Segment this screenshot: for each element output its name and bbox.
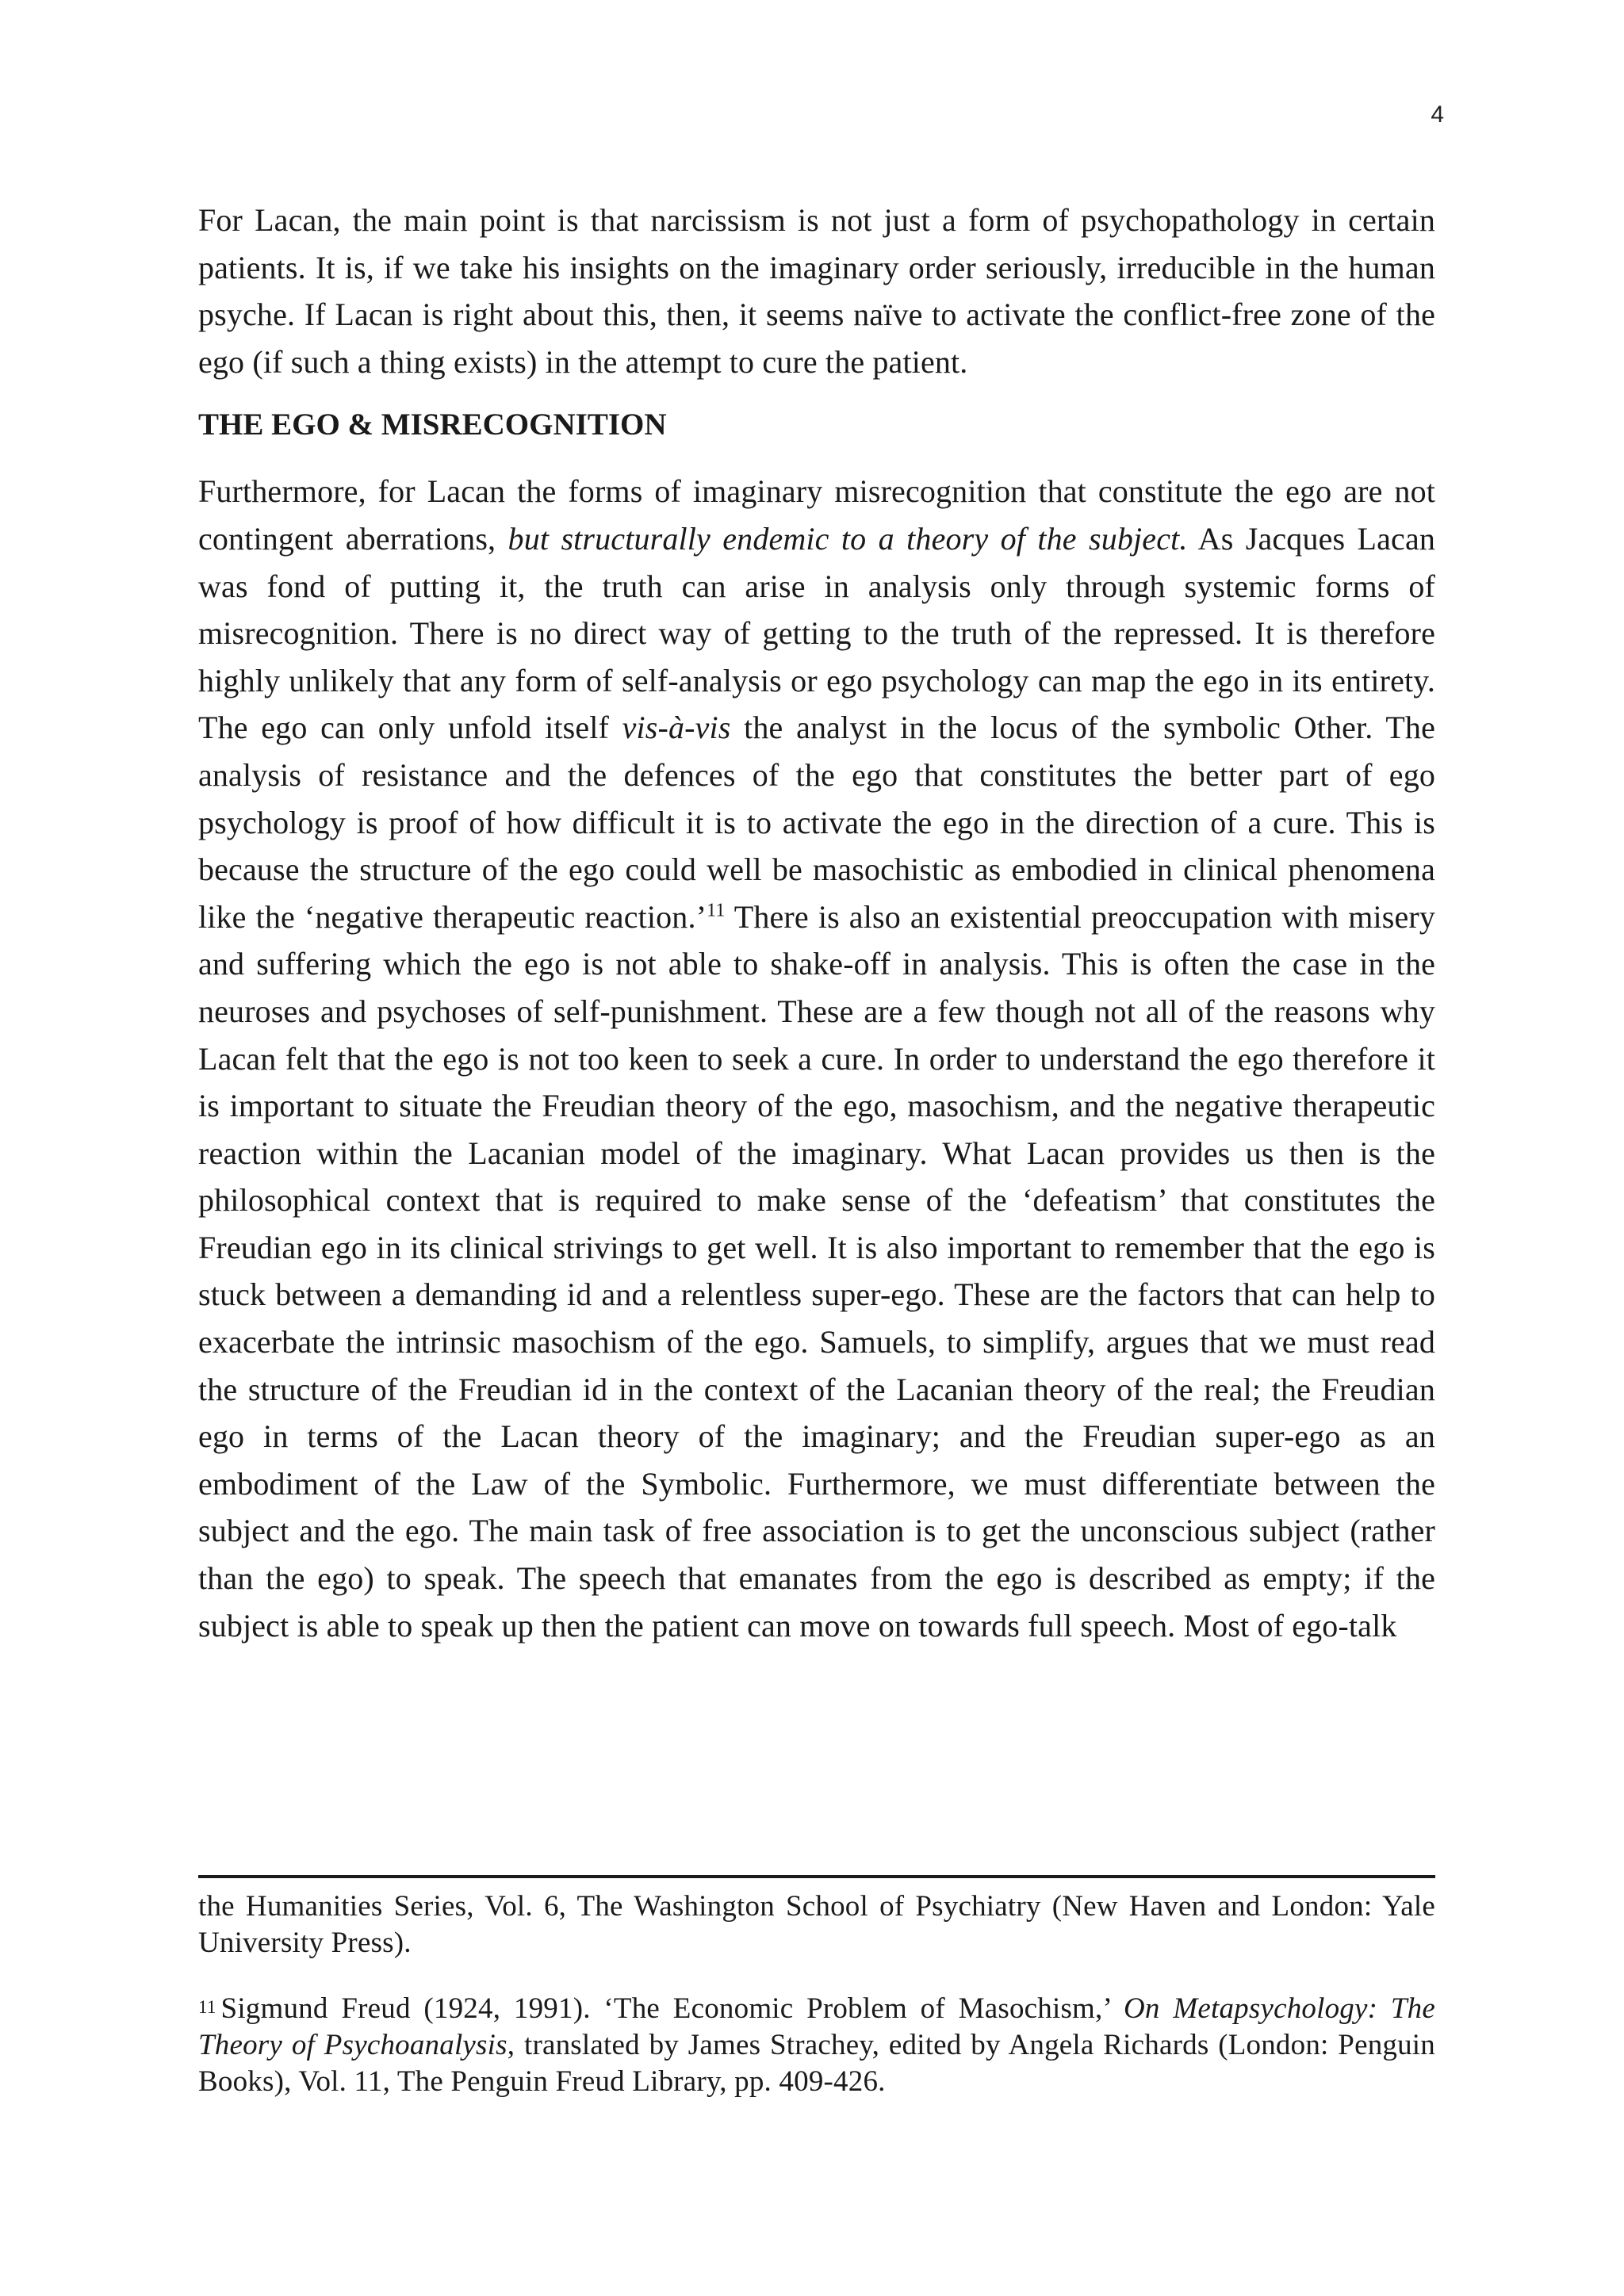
footnote-text: , translated by James Strachey, edited by Angela Richards (London: Penguin Books), Vol. 11, The Penguin Freud Library, pp. 409-426. — [198, 2029, 1435, 2098]
paragraph-italic-phrase: vis-à-vis — [622, 710, 731, 746]
footnote-book-title: On Metapsychology: The Theory of Psychoanalysis — [198, 1992, 1435, 2061]
paragraph-text: As Jacques Lacan was fond of putting it, the truth can arise in analysis only through systemic forms of misrecognition. There is no direct way of getting to the truth of the repressed. It is therefore highly unlikely that any form of self-analysis or ego psychology can map the ego in its entirety. The ego can only unfold itself — [198, 520, 1436, 746]
paragraph-ego-misrecognition — [198, 468, 1435, 1649]
paragraph-text: Furthermore, for Lacan the forms of imaginary misrecognition that constitute the ego are not contingent aberrations, — [198, 473, 1435, 557]
footnote-divider — [198, 1875, 1435, 1878]
paragraph-italic-phrase: but structurally endemic to a theory of the subject. — [508, 520, 1188, 557]
main-text — [198, 197, 1435, 1649]
section-heading: THE EGO & MISRECOGNITION — [198, 408, 667, 442]
paragraph-text: There is also an existential preoccupation with misery and suffering which the ego is not able to shake-off in analysis. This is often the case in the neuroses and psychoses of self-punishment. These are a few though not all of the reasons why Lacan felt that the ego is not too keen to seek a cure. In order to understand the ego therefore it is important to situate the Freudian theory of the ego, masochism, and the negative therapeutic reaction within the Lacanian model of the imaginary. What Lacan provides us then is the philosophical context that is required to make sense of the ‘defeatism’ that constitutes the Freudian ego in its clinical strivings to get well. It is also important to remember that the ego is stuck between a demanding id and a relentless super-ego. These are the factors that can help to exacerbate the intrinsic masochism of the ego. Samuels, to simplify, argues that we must read the structure of the Freudian id in the context of the Lacanian theory of the real; the Freudian ego in terms of the Lacan theory of the imaginary; and the Freudian super-ego as an embodiment of the Law of the Symbolic. Furthermore, we must differentiate between the subject and the ego. The main task of free association is to get the unconscious subject (rather than the ego) to speak. The speech that emanates from the ego is described as empty; if the subject is able to speak up then the patient can move on towards full speech. Most of ego-talk — [198, 898, 1435, 1644]
footnote-number: 11 — [198, 1997, 216, 2017]
footnote-continuation: the Humanities Series, Vol. 6, The Washington School of Psychiatry (New Haven and London: Yale University Press). — [198, 1890, 1435, 1959]
footnote-text: Sigmund Freud (1924, 1991). ‘The Economic Problem of Masochism,’ — [220, 1992, 1124, 2025]
paragraph-text: the analyst in the locus of the symbolic Other. The analysis of resistance and the defences of the ego that constitutes the better part of ego psychology is proof of how difficult it is to activate the ego in the direction of a cure. This is because the structure of the ego could well be masochistic as embodied in clinical phenomena like the ‘negative therapeutic reaction.’ — [198, 710, 1435, 935]
footnotes — [198, 1888, 1435, 2130]
footnote-11 — [198, 1991, 1435, 2100]
page-number: 4 — [1431, 101, 1444, 128]
paragraph-narcissism: For Lacan, the main point is that narcissism is not just a form of psychopathology in certain patients. It is, if we take his insights on the imaginary order seriously, irreducible in the human psyche. If Lacan is right about this, then, it seems naïve to activate the conflict-free zone of the ego (if such a thing exists) in the attempt to cure the patient. — [198, 202, 1435, 380]
footnote-reference-11[interactable]: 11 — [707, 900, 726, 921]
